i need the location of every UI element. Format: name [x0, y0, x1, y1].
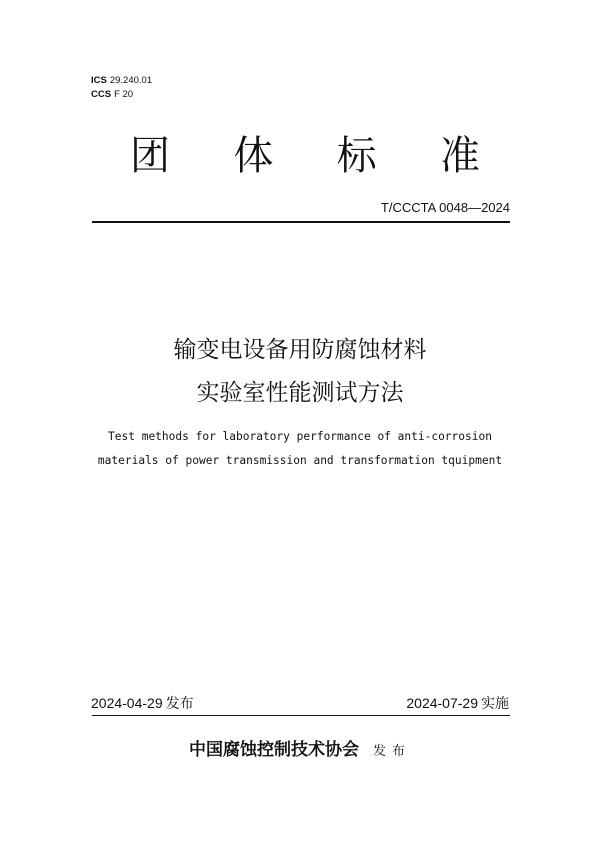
- ics-label: ICS: [91, 75, 107, 86]
- footer-divider: [92, 715, 510, 716]
- standard-kind-char: 标: [336, 133, 377, 179]
- title-zh-line-1: 输变电设备用防腐蚀材料: [173, 337, 427, 363]
- organization-name: 中国腐蚀控制技术协会: [188, 740, 359, 760]
- issue-date-value: 2024-04-29: [91, 695, 163, 711]
- issue-date-label: 发布: [165, 696, 194, 712]
- implementation-date-value: 2024-07-29: [406, 695, 478, 711]
- implementation-date-label: 实施: [481, 696, 509, 712]
- ccs-label: CCS: [91, 89, 112, 100]
- ics-code: [91, 74, 152, 88]
- standard-kind-char: 体: [233, 133, 274, 179]
- standard-kind-char: 准: [439, 133, 480, 179]
- title-zh-line-2: 实验室性能测试方法: [196, 380, 404, 406]
- standard-number: T/CCCTA 0048—2024: [380, 200, 510, 215]
- standard-kind-heading: [130, 130, 480, 182]
- issuing-organization: [0, 735, 600, 760]
- header-divider: [92, 221, 510, 223]
- title-en-line-2: materials of power transmission and transformation tquipment: [97, 454, 503, 467]
- ccs-code: [91, 88, 152, 102]
- classification-codes: [91, 74, 152, 102]
- issue-date: [91, 694, 194, 713]
- implementation-date: [406, 694, 509, 713]
- title-en-line-1: Test methods for laboratory performance of anti-corrosion: [108, 430, 492, 443]
- issuer-action: 发布: [372, 744, 411, 759]
- standard-kind-char: 团: [130, 133, 170, 179]
- ccs-value: F 20: [114, 89, 134, 100]
- ics-value: 29.240.01: [109, 75, 153, 86]
